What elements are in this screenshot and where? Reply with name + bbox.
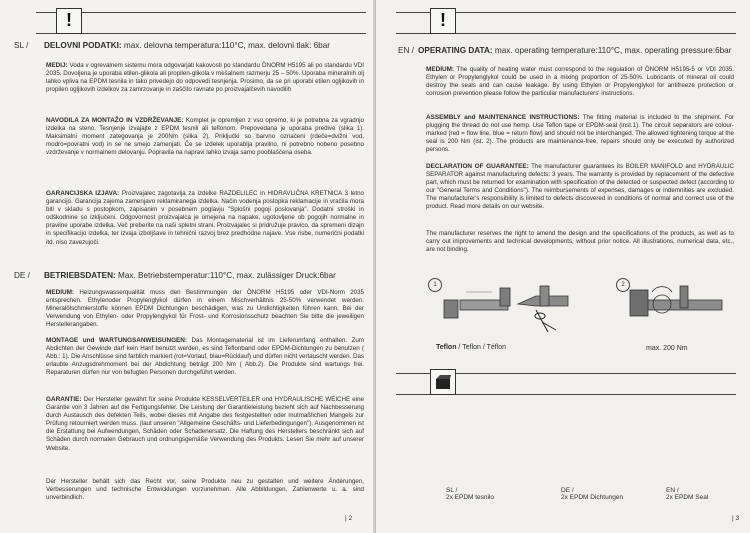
operating-data-header-en: OPERATING DATA: max. operating temperature:110°C, max. operating pressure:6bar: [418, 46, 732, 55]
figure-1-caption: Teflon / Teflon / Téflon: [436, 344, 507, 351]
warning-bar: [36, 12, 366, 34]
page-number-left: | 2: [345, 515, 353, 522]
assembly-paragraph-de: MONTAGE und WARTUNGSANWEISUNGEN: Das Montagematerial ist im Lieferumfang enthalten. Zum Abdichten der Gewinde darf kein Hanf benutzt werden, es sind Teflonband oder EPDM-Dichtungen zu benutzen ( Abb.: 1). Die Anschlüsse sind farblich markiert (rot=Vorlauf, blau=Rücklauf) und dürfen nicht vertauscht werden. Das erlaubte Anzugsdrehmoment bei der Abdichtung beträgt 200 Nm ( Abb.2). Die Produkte sind wartungs frei. Reparaturen dürfen nur von befugten Personen durchgeführt werden.: [46, 337, 364, 377]
package-item-sl: [446, 487, 546, 501]
package-lang-de: DE /: [561, 487, 574, 494]
warning-icon: !: [56, 8, 82, 34]
package-text-de: 2x EPDM Dichtungen: [561, 494, 624, 501]
package-box-icon: [430, 369, 456, 395]
warning-icon: !: [430, 8, 456, 34]
assembly-paragraph-en: ASSEMBLY and MAINTENANCE INSTRUCTIONS: The fitting material is included to the shipment. For plugging the thread do not use hemp. Use Teflon tape or EPDM-seal (inst.1). The circuit separators are colour-marked (red = flow line, blue = return flow) and should not be interchanged. The allowed tightening torque at the seal is 200 Nm (ist. 2). The products are maintenance-free, repairs should only be executed by authorized persons.: [426, 114, 734, 154]
medium-paragraph-de: MEDIUM: Heizungswasserqualität muss den Bestimmungen der ÖNORM H5195 oder VDI-Norm 2035 entsprechen. Ethylenoder Propylenglykol dürfen in einem Mischverhältnis 25-50% verwendet werden. Mineralölschmierstoffe können EPDM Dichtungen beschädigen, was zu Undichtigkeiten führen kann. Bei der Verwendung von Ethylen- oder Propylenglykol für Frost- und Korrosionsschutz beachten Sie bitte die jeweiligen Herstellerangaben.: [46, 289, 364, 329]
guarantee-paragraph-de: GARANTIE: Der Hersteller gewährt für seine Produkte KESSELVERTEILER und HYDRAULISCHE WEICHE eine Garantie von 3 Jahren auf die Fertigungsfehler. Die Leistung der Garantieleistung bezieht sich auf Nachbesserung durch Austausch des defekten Teils, wobei dieses mit Angabe des festgestellten oder mutmaßlichen Mangels zur Prüfung retourniert werden muss. (laut unseren "Allgemeine Geschäfts- und Lieferbedingungen"). Ausgenommen ist die Erstattung bei Aufwendungen, Schäden oder Schadenersatz. Die Haftung des Herstellers beschränkt sich auf Schäden durch normalen Gebrauch und ordnungsgemäße Verwendung des Produkts. Lesen Sie mehr auf unserer Website.: [46, 396, 364, 452]
package-text-sl: 2x EPDM tesnilo: [446, 494, 495, 501]
package-text-en: 2x EPDM Seal: [666, 494, 709, 501]
teflon-fitting-illustration: [436, 280, 576, 342]
assembly-paragraph-sl: NAVODILA ZA MONTAŽO IN VZDRŽEVANJE: Komplet je opremljen z vso opremo, ki je potrebna za vgradnjo izdelka na steno. Tesnjenje izvajajte z EPDM tesnili ali teflonom. Prepovedana je uporaba predive (slika 1). Maksimalni moment zategovanja je 200Nm (slika 2). Priključki so barvno označeni (rdeče=dvižni vod, modro=povratni vod) in se ne smejo zamenjati. Če se izdelek uporablja pravilno, ni potrebno nobeno posebno vzdrževanje v normalnem delovanju. Popravila na napravi lahko izvaja samo pooblaščena oseba.: [46, 117, 364, 157]
lang-label-de: DE /: [14, 271, 30, 280]
figure-1-number: 1: [428, 278, 442, 292]
package-item-en: [666, 487, 750, 501]
page-number-right: | 3: [732, 515, 740, 522]
disclaimer-paragraph-en: The manufacturer reserves the right to amend the design and the specifications of the products, as well as to carry out improvements and technical developments, without prior notice. All illustrations, numerical data, etc., are not binding.: [426, 230, 734, 254]
lang-label-en: EN /: [398, 46, 414, 55]
medium-paragraph-sl: MEDIJ: Voda v ogrevalnem sistemu mora odgovarjati kakovosti po standardu ÖNORM H5195 ali po standardu VDI 2035. Dovoljena je uporaba etilen-glikola ali propilen-glikola v mešalnem razmerju 25 – 50%. Uporaba mineralnih olj lahko vpliva na EPDM tesnila in tako privedejo do odpovedi tesnjenja. Prosimo, da se pri uporabi etilen ogljikovih in propilen ogljikovih izdelkov za zamrzovanje in zaščito ravnate po proizvajalčevih navodilih: [46, 62, 364, 94]
package-lang-sl: SL /: [446, 487, 458, 494]
guarantee-paragraph-sl: GARANCIJSKA IZJAVA: Proizvajalec zagotavlja za izdelke RAZDELILEC in HIDRAVLIČNA KRETNICA 3 letno garancijo. Garancija zajema zamenjavo reklamiranega izdelka. Način vodenja postopka reklamacije in vračila mora biti v skladu s postopkom, zapisanim v posebnem poglavju "Splošni pogoji poslovanja". Dodatni stroški in odškodnine so izključeni. Odgovornost proizvajalca je omejena na napake, ugotovljene ob pogojih normalne in pravilne uporabe izdelka. Več preberite na naši spletni strani. Proizvajalec si pridružuje pravico, da spremeni dizajn in specifikacijo izdelka, ter izvaja izboljšave in tehnični razvoj brez predhodne najave. Vse risbe, numerični podatki itd. niso zavezujoči.: [46, 190, 365, 246]
package-lang-en: EN /: [666, 487, 679, 494]
right-page: [376, 0, 750, 533]
package-item-de: [561, 487, 661, 501]
operating-data-header-de: BETRIEBSDATEN: Max. Betriebstemperatur:110°C, max. zulässiger Druck:6bar: [44, 271, 336, 280]
torque-wrench-illustration: [626, 282, 736, 340]
guarantee-paragraph-en: DECLARATION OF GUARANTEE: The manufacturer guarantees its BOILER MANIFOLD and HYDRAULIC SEPARATOR against manufacturing defects: 3 years. The warranty is provided by replacement of the defective part, which must be returned for examination with specification of the detected or suspected defect (according to our "General Terms and Conditions"). The reimbursements of expenses, damages or indemnities are excluded. The manufacturer's responsibility is limited to defects discovered in conditions of normal and correct use of the product. Read more details on our website.: [426, 163, 734, 211]
package-contents-row: [376, 487, 750, 505]
disclaimer-paragraph-de: Der Hersteller behält sich das Recht vor, seine Produkte neu zu gestalten und weitere Änderungen, Verbesserungen und technische Entwicklungen vorzunehmen. Alle Abbildungen, Zahlenwerte u. a. sind unverbindlich.: [46, 478, 364, 502]
medium-paragraph-en: MEDIUM: The quality of heating water must correspond to the regulation of ÖNORM H5195-5 or VDI 2035. Ethylen or Propylenglykol could be used in a mixing proportion of 25-50%. Lubricants of mineral oil could destroy the seals and can cause leakage. By using Ethylen or Propylenglykol for antifreeze protection or corrosion prevention please follow the particular manufacturers' instructions.: [426, 66, 734, 98]
lang-label-sl: SL /: [14, 41, 29, 50]
operating-data-header-sl: DELOVNI PODATKI: max. delovna temperatura:110°C, max. delovni tlak: 6bar: [44, 41, 331, 50]
figure-2-caption: max. 200 Nm: [646, 345, 688, 352]
figure-2-number: 2: [616, 278, 630, 292]
